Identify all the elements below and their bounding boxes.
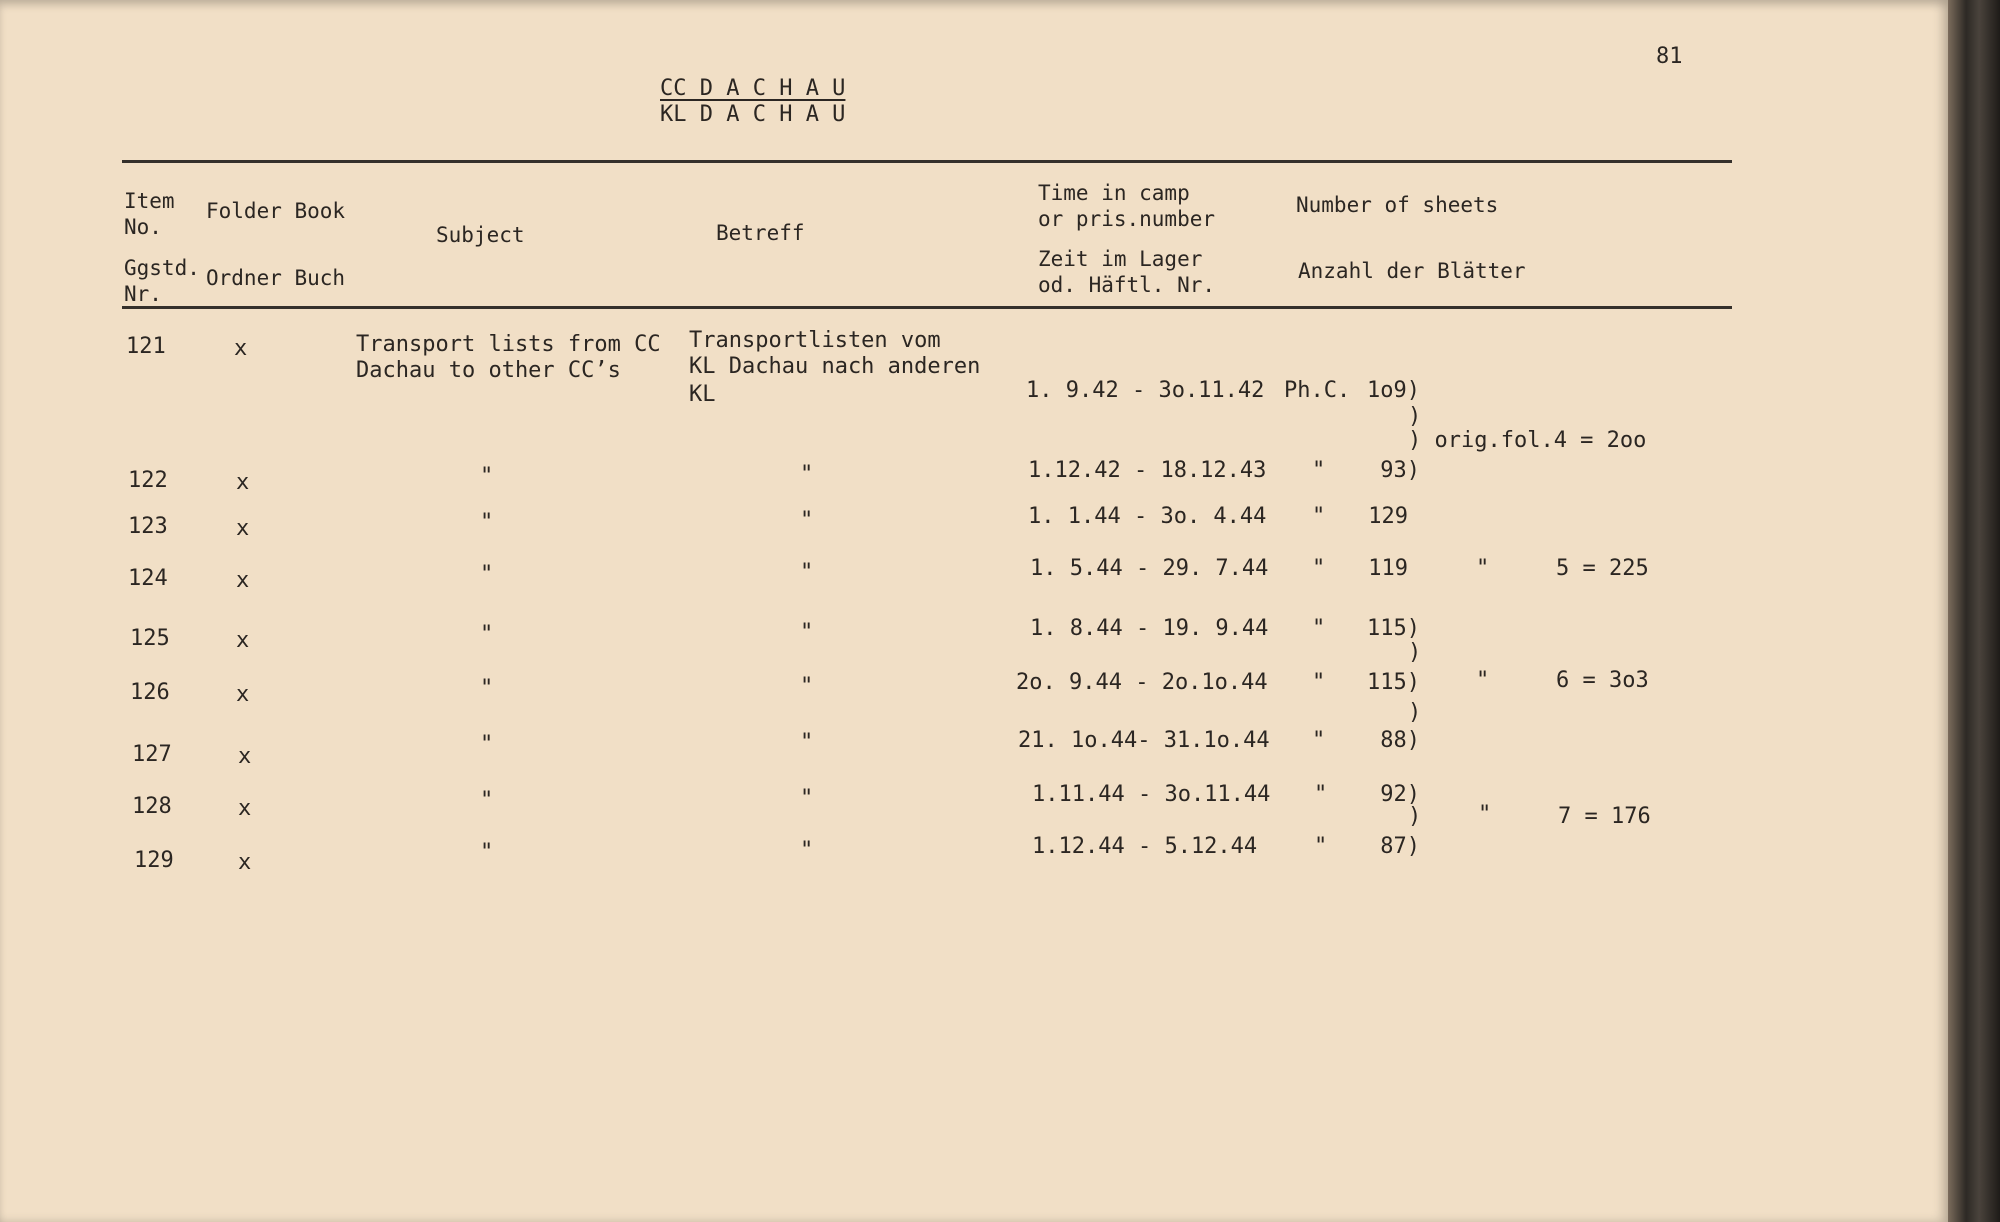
- row-123-folder: x: [236, 516, 250, 541]
- row-124-mark: ": [1312, 556, 1326, 581]
- row-121-item: 121: [126, 334, 166, 359]
- row-127-time: 21. 1o.44- 31.1o.44: [1018, 728, 1270, 753]
- bracket-3-total: 6 = 3o3: [1556, 668, 1649, 693]
- row-122-sheets: 93): [1380, 458, 1420, 483]
- row-121-subject-2: Dachau to other CC’s: [356, 358, 621, 383]
- row-128-sheets: 92): [1380, 782, 1420, 807]
- row-129-mark: ": [1314, 834, 1328, 859]
- row-122-item: 122: [128, 468, 168, 493]
- row-126-sheets: 115): [1367, 670, 1420, 695]
- row-123-betreff: ": [800, 508, 814, 533]
- row-128-folder: x: [238, 796, 252, 821]
- header-time-en-2: or pris.number: [1038, 207, 1216, 231]
- row-126-betreff: ": [800, 674, 814, 699]
- row-124-sheets: 119: [1368, 556, 1408, 581]
- row-123-time: 1. 1.44 - 3o. 4.44: [1028, 504, 1267, 529]
- header-folder-book-en: Folder Book: [206, 199, 346, 223]
- title-line-1: CC D A C H A U: [660, 76, 846, 101]
- bracket-1-total: ) orig.fol.4 = 2oo: [1408, 428, 1647, 453]
- bracket-2-total: 5 = 225: [1556, 556, 1649, 581]
- row-125-subject: ": [480, 622, 494, 647]
- row-126-folder: x: [236, 682, 250, 707]
- row-121-betreff-2: KL Dachau nach anderen: [689, 354, 981, 379]
- row-125-mark: ": [1312, 616, 1326, 641]
- row-123-sheets: 129: [1368, 504, 1408, 529]
- row-128-time: 1.11.44 - 3o.11.44: [1032, 782, 1271, 807]
- book-binding: [1948, 0, 2000, 1222]
- row-121-subject-1: Transport lists from CC: [356, 332, 661, 357]
- header-time-de-1: Zeit im Lager: [1038, 247, 1203, 271]
- row-123-item: 123: [128, 514, 168, 539]
- row-128-mark: ": [1314, 782, 1328, 807]
- row-125-time: 1. 8.44 - 19. 9.44: [1030, 616, 1269, 641]
- row-123-mark: ": [1312, 504, 1326, 529]
- header-subject: Subject: [436, 223, 525, 247]
- row-129-sheets: 87): [1380, 834, 1420, 859]
- row-125-item: 125: [130, 626, 170, 651]
- row-127-item: 127: [132, 742, 172, 767]
- row-122-subject: ": [480, 464, 494, 489]
- bracket-3-ditto: ": [1476, 668, 1490, 693]
- row-128-betreff: ": [800, 786, 814, 811]
- row-129-folder: x: [238, 850, 252, 875]
- row-121-betreff-1: Transportlisten vom: [689, 328, 941, 353]
- header-betreff: Betreff: [716, 221, 805, 245]
- header-item-en: Item No.: [124, 189, 175, 239]
- header-rule-top: [122, 160, 1732, 163]
- row-127-folder: x: [238, 744, 252, 769]
- header-folder-book-de: Ordner Buch: [206, 266, 346, 290]
- row-121-folder: x: [234, 336, 248, 361]
- row-124-betreff: ": [800, 560, 814, 585]
- bracket-4-ditto: ": [1478, 802, 1492, 827]
- title-line-2: KL D A C H A U: [660, 102, 846, 127]
- header-rule-bottom: [122, 306, 1732, 309]
- row-121-sheets: 1o9): [1367, 378, 1420, 403]
- row-126-item: 126: [130, 680, 170, 705]
- bracket-4-total: 7 = 176: [1558, 804, 1651, 829]
- bracket-3-upper: ): [1408, 640, 1422, 665]
- header-time-de-2: od. Häftl. Nr.: [1038, 273, 1216, 297]
- bracket-3-lower: ): [1408, 700, 1422, 725]
- row-122-mark: ": [1312, 458, 1326, 483]
- bracket-4-mid: ): [1408, 804, 1422, 829]
- bracket-2-ditto: ": [1476, 556, 1490, 581]
- header-sheets-en: Number of sheets: [1296, 193, 1499, 217]
- row-125-betreff: ": [800, 620, 814, 645]
- row-121-betreff-3: KL: [689, 382, 716, 407]
- row-121-mark: Ph.C.: [1284, 378, 1351, 403]
- row-129-item: 129: [134, 848, 174, 873]
- row-126-subject: ": [480, 676, 494, 701]
- row-127-mark: ": [1312, 728, 1326, 753]
- row-128-subject: ": [480, 788, 494, 813]
- row-124-subject: ": [480, 562, 494, 587]
- row-121-time: 1. 9.42 - 3o.11.42: [1026, 378, 1265, 403]
- page-number: 81: [1656, 44, 1683, 69]
- row-124-item: 124: [128, 566, 168, 591]
- row-129-time: 1.12.44 - 5.12.44: [1032, 834, 1258, 859]
- row-122-betreff: ": [800, 462, 814, 487]
- header-time-en-1: Time in camp: [1038, 181, 1190, 205]
- row-128-item: 128: [132, 794, 172, 819]
- row-125-folder: x: [236, 628, 250, 653]
- bracket-1-mid: ): [1408, 404, 1422, 429]
- row-127-betreff: ": [800, 730, 814, 755]
- row-124-time: 1. 5.44 - 29. 7.44: [1030, 556, 1269, 581]
- row-124-folder: x: [236, 568, 250, 593]
- row-126-time: 2o. 9.44 - 2o.1o.44: [1016, 670, 1268, 695]
- row-129-betreff: ": [800, 838, 814, 863]
- row-127-subject: ": [480, 732, 494, 757]
- row-129-subject: ": [480, 840, 494, 865]
- header-item-de: Ggstd. Nr.: [124, 256, 200, 306]
- row-126-mark: ": [1312, 670, 1326, 695]
- row-127-sheets: 88): [1380, 728, 1420, 753]
- row-122-time: 1.12.42 - 18.12.43: [1028, 458, 1267, 483]
- row-125-sheets: 115): [1367, 616, 1420, 641]
- header-sheets-de: Anzahl der Blätter: [1298, 259, 1526, 283]
- row-122-folder: x: [236, 470, 250, 495]
- row-123-subject: ": [480, 510, 494, 535]
